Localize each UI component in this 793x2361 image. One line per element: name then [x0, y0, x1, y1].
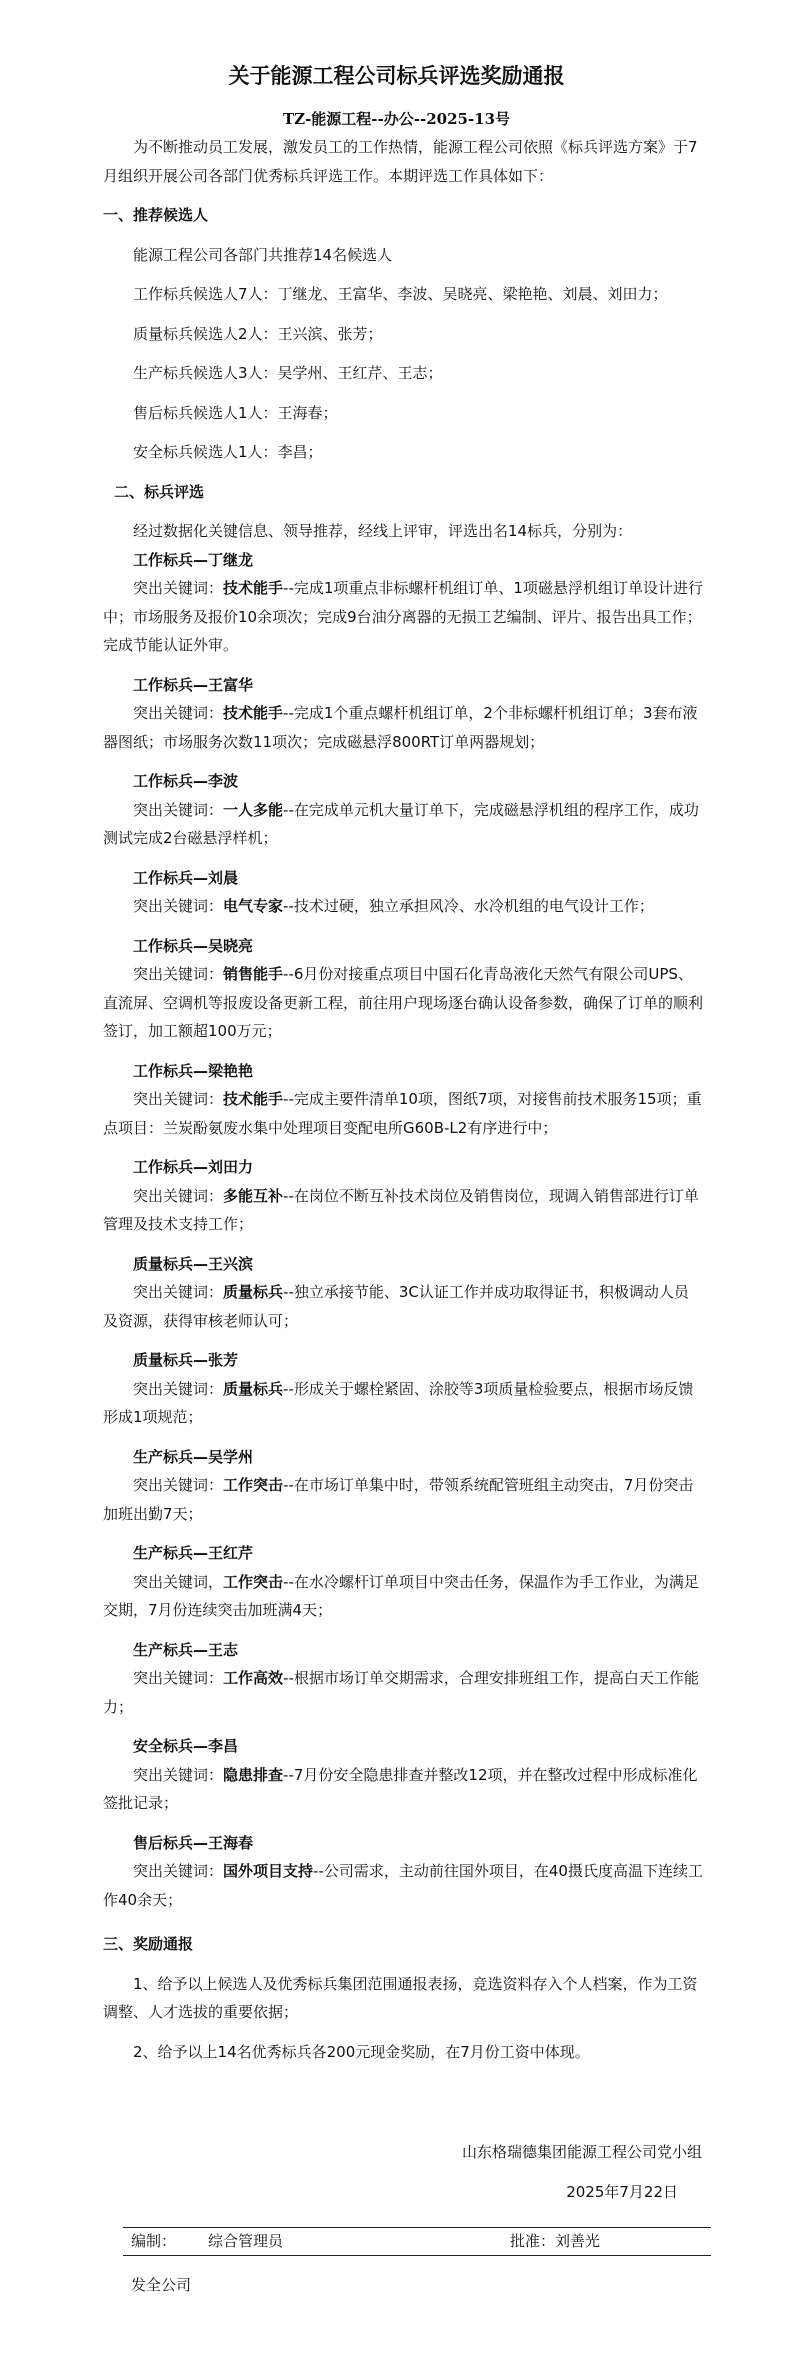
award-description	[103, 796, 703, 853]
award-detail: --在完成单元机大量订单下，完成磁悬浮机组的程序工作，成功测试完成2台磁悬浮样机；	[103, 800, 699, 847]
award-keyword: 工作突击	[223, 1572, 284, 1591]
candidates-line: 质量标兵候选人2人：王兴滨、张芳；	[133, 324, 383, 343]
award-description	[103, 1182, 703, 1239]
award-description	[103, 960, 703, 1046]
award-keyword-prefix: 突出关键词：	[133, 1186, 224, 1205]
award-description	[103, 1857, 703, 1914]
award-title: 工作标兵—李波	[133, 772, 239, 790]
award-keyword-prefix: 突出关键词，	[133, 1572, 224, 1591]
section-heading-selection: 二、标兵评选	[114, 482, 205, 501]
award-detail: --在岗位不断互补技术岗位及销售岗位，现调入销售部进行订单管理及技术支持工作；	[103, 1186, 699, 1233]
candidates-line: 售后标兵候选人1人：王海春；	[133, 403, 338, 422]
award-title: 工作标兵—丁继龙	[133, 550, 254, 569]
award-detail: --在水冷螺杆订单项目中突击任务，保温作为手工作业，为满足交期，7月份连续突击加班满4天；	[103, 1572, 699, 1619]
award-description	[103, 699, 703, 756]
document-body	[103, 133, 703, 2066]
award-detail: --公司需求，主动前往国外项目，在40摄氏度高温下连续工作40余天；	[103, 1862, 703, 1909]
signature-org: 山东格瑞德集团能源工程公司党小组	[461, 2143, 702, 2161]
award-list	[103, 546, 703, 1915]
signature-block	[462, 2132, 702, 2212]
award-keyword-prefix: 突出关键词：	[133, 1476, 224, 1494]
candidates-line: 工作标兵候选人7人：丁继龙、王富华、李波、吴晓亮、梁艳艳、刘晨、刘田力；	[133, 285, 668, 303]
award-keyword: 技术能手	[223, 579, 284, 597]
award-keyword-prefix: 突出关键词：	[133, 704, 224, 722]
award-keyword: 工作突击	[223, 1476, 284, 1494]
award-description	[103, 1278, 703, 1335]
award-keyword-prefix: 突出关键词：	[133, 1862, 224, 1880]
signature-date: 2025年7月22日	[566, 2183, 678, 2201]
award-keyword: 电气专家	[223, 897, 284, 915]
award-keyword: 质量标兵	[223, 1379, 284, 1398]
section-heading-rewards: 三、奖励通报	[103, 1935, 194, 1953]
award-detail: --完成1项重点非标螺杆机组订单、1项磁悬浮机组订单设计进行中；市场服务及报价10余项次；完成9台油分离器的无损工艺编制、评片、报告出具工作；完成节能认证外审。	[103, 579, 703, 654]
intro-paragraph: 为不断推动员工发展，激发员工的工作热情，能源工程公司依照《标兵评选方案》于7月组织开展公司各部门优秀标兵评选工作。本期评选工作具体如下：	[103, 138, 698, 185]
award-keyword-prefix: 突出关键词：	[133, 800, 224, 819]
award-detail: --根据市场订单交期需求，合理安排班组工作，提高白天工作能力；	[103, 1669, 699, 1716]
selection-intro: 经过数据化关键信息、领导推荐，经线上评审，评选出名14标兵，分别为：	[133, 522, 633, 540]
approver-name: 刘善光	[555, 2232, 601, 2250]
award-keyword: 多能互补	[223, 1186, 284, 1205]
award-keyword-prefix: 突出关键词：	[133, 965, 224, 983]
reward-line: 1、给予以上候选人及优秀标兵集团范围通报表扬，竞选资料存入个人档案，作为工资调整、人才选拔的重要依据；	[103, 1974, 698, 2021]
award-title: 工作标兵—王富华	[133, 675, 254, 694]
award-title: 质量标兵—张芳	[133, 1351, 239, 1369]
award-keyword: 质量标兵	[223, 1283, 284, 1301]
award-title: 安全标兵—李昌	[133, 1737, 239, 1755]
editor-label: 编制：	[131, 2232, 177, 2250]
award-keyword: 工作高效	[223, 1669, 284, 1687]
candidates-line: 安全标兵候选人1人：李昌；	[133, 443, 323, 461]
footer-rule-top	[123, 2227, 711, 2228]
footer-approver	[510, 2229, 600, 2253]
award-title: 生产标兵—王红芹	[133, 1544, 254, 1562]
document-title: 关于能源工程公司标兵评选奖励通报	[228, 64, 565, 88]
footer-editor	[131, 2229, 283, 2253]
award-keyword-prefix: 突出关键词：	[133, 1090, 224, 1108]
section-heading-candidates: 一、推荐候选人	[103, 206, 209, 224]
award-description	[103, 1085, 703, 1142]
award-description	[103, 1761, 703, 1818]
award-keyword-prefix: 突出关键词：	[133, 1283, 224, 1301]
award-detail: --完成主要件清单10项，图纸7项，对接售前技术服务15项；重点项目：兰炭酚氨废水集中处理项目变配电所G60B-L2有序进行中；	[103, 1090, 702, 1137]
candidates-line: 能源工程公司各部门共推荐14名候选人	[133, 245, 393, 264]
award-keyword-prefix: 突出关键词：	[133, 1379, 224, 1398]
award-title: 售后标兵—王海春	[133, 1833, 254, 1852]
distribution-note: 发全公司	[131, 2276, 192, 2294]
award-title: 生产标兵—王志	[133, 1640, 239, 1659]
award-detail: --在市场订单集中时，带领系统配管班组主动突击，7月份突击加班出勤7天；	[103, 1476, 694, 1523]
approver-label: 批准：	[510, 2232, 556, 2250]
award-keyword: 一人多能	[223, 800, 284, 819]
award-keyword: 技术能手	[223, 1090, 284, 1108]
award-description	[103, 1471, 703, 1528]
award-description	[103, 892, 703, 921]
award-detail: --6月份对接重点项目中国石化青岛液化天然气有限公司UPS、直流屏、空调机等报废设备更新工程，前往用户现场逐台确认设备参数，确保了订单的顺利签订，加工额超100万元；	[103, 965, 704, 1040]
award-title: 生产标兵—吴学州	[133, 1447, 254, 1466]
document-number: TZ-能源工程--办公--2025-13号	[282, 110, 511, 128]
award-detail: --7月份安全隐患排查并整改12项，并在整改过程中形成标准化签批记录；	[103, 1765, 698, 1812]
award-detail: --技术过硬，独立承担风冷、水冷机组的电气设计工作；	[283, 897, 654, 915]
award-keyword: 国外项目支持	[223, 1862, 314, 1880]
award-keyword: 销售能手	[223, 965, 284, 983]
award-keyword-prefix: 突出关键词：	[133, 1669, 224, 1687]
award-detail: --完成1个重点螺杆机组订单，2个非标螺杆机组订单；3套布液器图纸；市场服务次数11项次；完成磁悬浮800RT订单两器规划；	[103, 704, 698, 751]
award-description	[103, 1375, 703, 1432]
award-keyword: 隐患排查	[223, 1765, 284, 1784]
award-description	[103, 1568, 703, 1625]
award-keyword-prefix: 突出关键词：	[133, 579, 224, 597]
award-description	[103, 574, 703, 660]
award-title: 工作标兵—刘田力	[133, 1158, 254, 1176]
award-title: 工作标兵—吴晓亮	[133, 936, 254, 955]
award-detail: --独立承接节能、3C认证工作并成功取得证书，积极调动人员及资源，获得审核老师认可；	[103, 1283, 689, 1330]
award-keyword-prefix: 突出关键词：	[133, 1765, 224, 1784]
candidates-line: 生产标兵候选人3人：吴学州、王红芹、王志；	[133, 364, 443, 382]
award-title: 质量标兵—王兴滨	[133, 1254, 254, 1273]
award-keyword: 技术能手	[223, 704, 284, 722]
footer-rule-bottom	[123, 2255, 711, 2256]
award-description	[103, 1664, 703, 1721]
editor-name: 综合管理员	[208, 2232, 284, 2250]
award-title: 工作标兵—梁艳艳	[133, 1061, 254, 1080]
award-keyword-prefix: 突出关键词：	[133, 897, 224, 915]
award-title: 工作标兵—刘晨	[133, 868, 239, 887]
award-detail: --形成关于螺栓紧固、涂胶等3项质量检验要点，根据市场反馈形成1项规范；	[103, 1379, 694, 1426]
reward-line: 2、给予以上14名优秀标兵各200元现金奖励，在7月份工资中体现。	[133, 2042, 590, 2061]
